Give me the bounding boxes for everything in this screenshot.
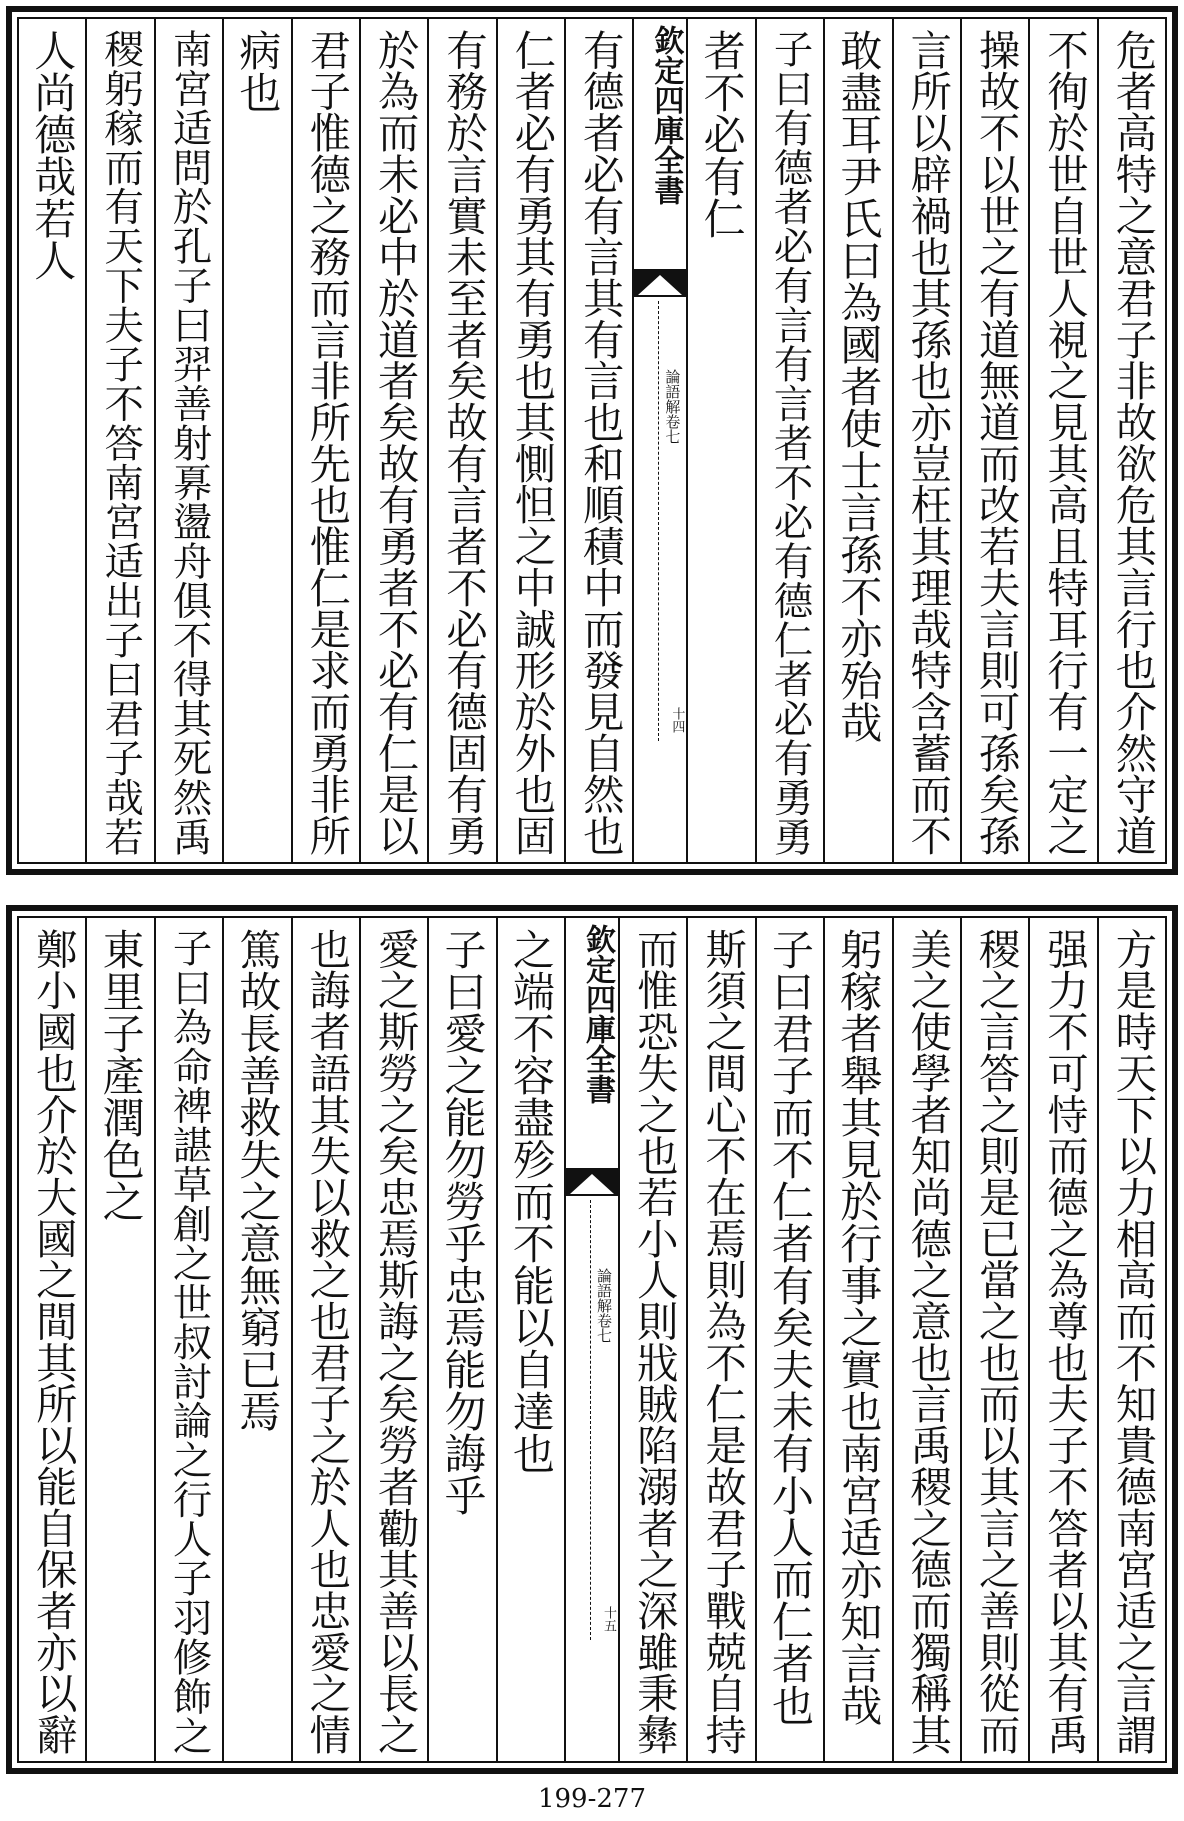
volume-label	[570, 1268, 612, 1343]
page-panel-lower	[6, 905, 1178, 1774]
page-frame	[17, 916, 1167, 1763]
text-column: 鄭小國也介於大國之間其所以能自保者亦以辭	[28, 928, 77, 1755]
text-column: 斯須之間心不在焉則為不仁是故君子戰兢自持	[686, 918, 754, 1761]
text-column: 美之使學者知尚德之意也言禹稷之德而獨稱其	[892, 918, 960, 1761]
text-column: 不徇於世自世人視之見其高且特耳行有一定之	[1028, 19, 1096, 862]
fold-line	[590, 1200, 591, 1640]
fishtail-mark-icon	[634, 269, 686, 297]
text-column: 稷躬稼而有天下夫子不答南宮适出子曰君子哉若	[85, 19, 153, 862]
text-column: 於為而未必中於道者矣故有勇者不必有仁是以	[359, 19, 427, 862]
text-column: 南宮适問於孔子曰羿善射奡盪舟俱不得其死然禹	[154, 19, 222, 862]
text-column: 有務於言實未至者矣故有言者不必有德固有勇	[427, 19, 495, 862]
text-column: 愛之斯勞之矣忠焉斯誨之矣勞者勸其善以長之	[359, 918, 427, 1761]
center-fold	[632, 19, 686, 862]
text-column: 者不必有仁	[686, 19, 754, 862]
text-column: 子曰為命裨諶草創之世叔討論之行人子羽修飾之	[154, 918, 222, 1761]
book-name: 論語解	[595, 1268, 613, 1313]
text-column: 東里子產潤色之	[85, 918, 153, 1761]
volume-number: 卷七	[663, 414, 682, 444]
center-fold	[564, 918, 618, 1761]
text-column: 子曰君子而不仁者有矣夫未有小人而仁者也	[755, 918, 823, 1761]
volume-label	[638, 369, 680, 444]
text-column: 病也	[222, 19, 290, 862]
text-column: 而惟恐失之也若小人則戕賊陷溺者之深雖秉彝	[618, 918, 686, 1761]
folio-number: 十四	[669, 707, 685, 733]
page-frame	[17, 17, 1167, 864]
text-column: 敢盡耳尹氏曰為國者使士言孫不亦殆哉	[823, 19, 891, 862]
text-column: 君子惟德之務而言非所先也惟仁是求而勇非所	[291, 19, 359, 862]
page-panel-upper	[6, 6, 1178, 875]
text-column: 有德者必有言其有言也和順積中而發見自然也	[564, 19, 632, 862]
text-column: 强力不可恃而德之為尊也夫子不答者以其有禹	[1028, 918, 1096, 1761]
text-column: 操故不以世之有道無道而改若夫言則可孫矣孫	[960, 19, 1028, 862]
page-number: 199-277	[537, 1784, 647, 1814]
text-column: 方是時天下以力相高而不知貴德南宮适之言謂	[1097, 918, 1165, 1761]
text-column: 子曰有德者必有言有言者不必有德仁者必有勇勇	[755, 19, 823, 862]
folio-number: 十五	[601, 1606, 616, 1632]
text-column: 言所以辟禍也其孫也亦豈枉其理哉特含蓄而不	[892, 19, 960, 862]
book-title: 欽定四庫全書	[648, 25, 684, 205]
text-column: 躬稼者舉其見於行事之實也南宮适亦知言哉	[823, 918, 891, 1761]
text-column: 篤故長善救失之意無窮已焉	[222, 918, 290, 1761]
text-column: 之端不容盡殄而不能以自達也	[496, 918, 564, 1761]
volume-number: 卷七	[595, 1313, 613, 1343]
book-name: 論語解	[663, 369, 682, 414]
text-column: 子曰愛之能勿勞乎忠焉能勿誨乎	[427, 918, 495, 1761]
book-title: 欽定四庫全書	[580, 924, 615, 1104]
text-column: 人尚德哉若人	[28, 29, 78, 281]
fold-line	[658, 301, 659, 741]
text-column: 危者高特之意君子非故欲危其言行也介然守道	[1097, 19, 1165, 862]
text-column: 也誨者語其失以救之也君子之於人也忠愛之情	[291, 918, 359, 1761]
text-column: 稷之言答之則是已當之也而以其言之善則從而	[960, 918, 1028, 1761]
fishtail-mark-icon	[566, 1168, 618, 1196]
text-column: 仁者必有勇其有勇也其惻怛之中誠形於外也固	[496, 19, 564, 862]
